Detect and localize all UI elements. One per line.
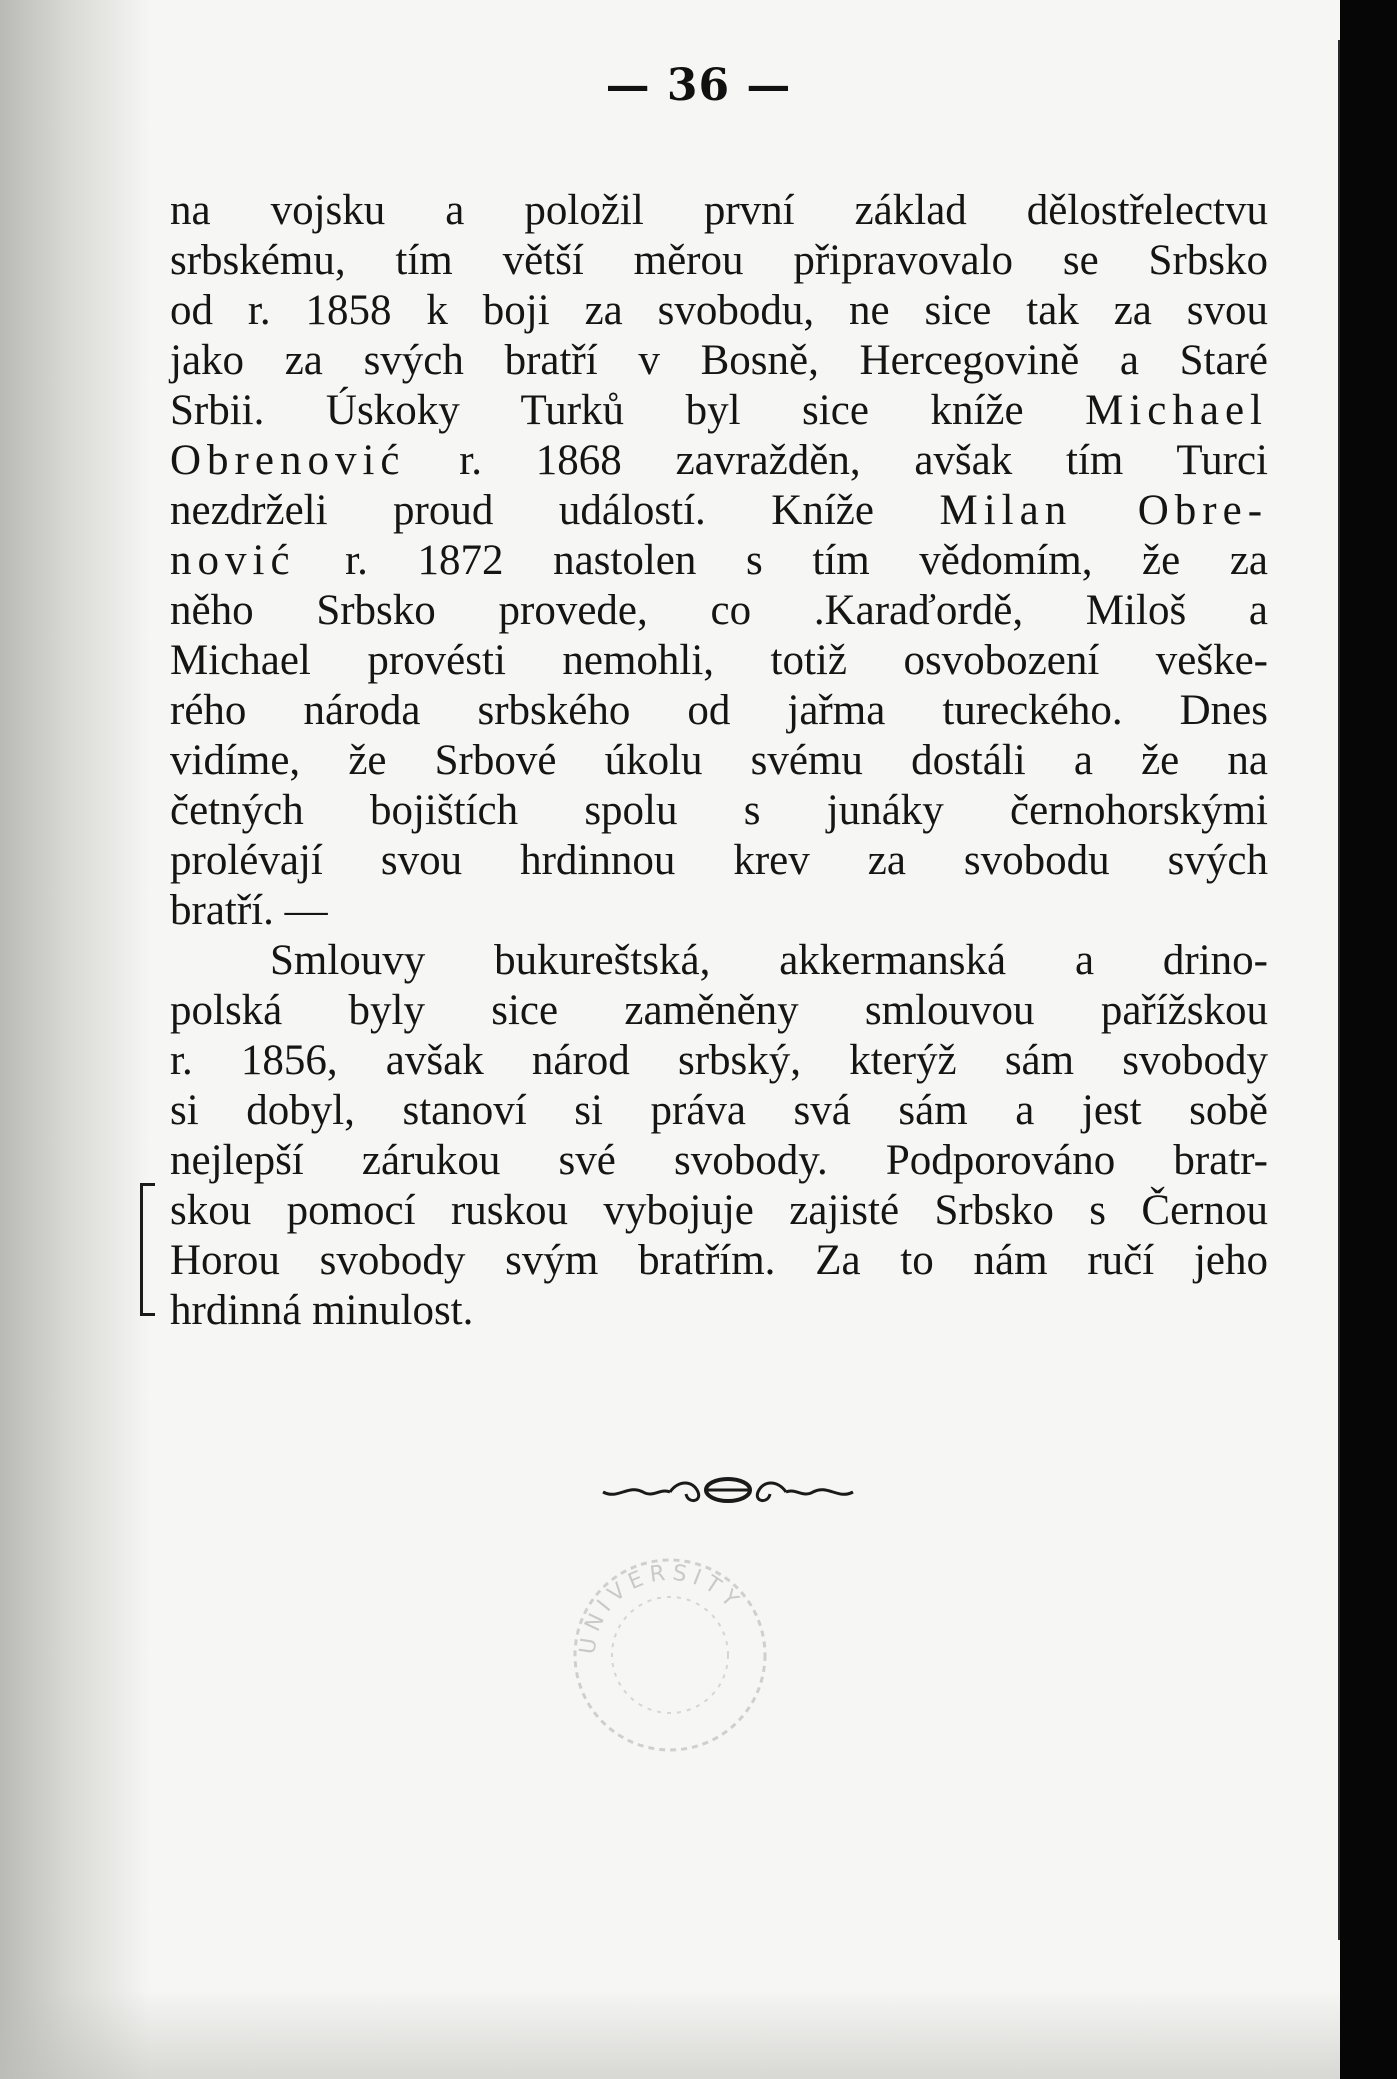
page-gutter-shadow [0, 0, 150, 2079]
text-line: na vojsku a položil první základ dělostřelectvu [170, 187, 1268, 234]
body-text [170, 186, 1268, 1336]
text-line [170, 436, 1268, 486]
scan-border [1340, 0, 1397, 2079]
text-line [170, 386, 1268, 436]
text-fragment: r. 1868 zavražděn, avšak tím Turci [459, 437, 1268, 484]
text-line: Michael provésti nemohli, totiž osvobození veške- [170, 637, 1268, 684]
text-line: od r. 1858 k boji za svobodu, ne sice tak za svou [170, 287, 1268, 334]
page-number: — 36 — [605, 60, 792, 111]
text-line: jako za svých bratří v Bosně, Hercegovině a Staré [170, 337, 1268, 384]
text-fragment: Srbii. Úskoky Turků byl sice kníže [170, 387, 1024, 434]
text-fragment: r. 1872 nastolen s tím vědomím, že za [345, 537, 1268, 584]
text-line: polská byly sice zaměněny smlouvou pařížskou [170, 987, 1268, 1034]
text-line: Horou svobody svým bratřím. Za to nám ručí jeho [170, 1237, 1268, 1284]
spaced-name-obrenovic: Obrenović [170, 437, 406, 484]
text-line: bratří. — [170, 887, 328, 934]
text-line: Smlouvy bukureštská, akkermanská a drino- [270, 937, 1268, 984]
text-fragment: nezdrželi proud událostí. Kníže [170, 487, 874, 534]
text-line: skou pomocí ruskou vybojuje zajisté Srbsko s Černou [170, 1187, 1268, 1234]
text-line: četných bojištích spolu s junáky černohorskými [170, 787, 1268, 834]
text-line: nejlepší zárukou své svobody. Podporováno bratr- [170, 1137, 1268, 1184]
ornament-divider [598, 1470, 858, 1510]
text-line [170, 536, 1268, 586]
text-line [170, 486, 1268, 536]
text-line: rého národa srbského od jařma tureckého. Dnes [170, 687, 1268, 734]
text-line: něho Srbsko provede, co .Karaďordě, Miloš a [170, 587, 1268, 634]
stamp-text: UNIVERSITY [575, 1560, 747, 1656]
spaced-name-milan: Milan [939, 487, 1073, 534]
text-line: srbskému, tím větší měrou připravovalo se Srbsko [170, 237, 1268, 284]
text-line: si dobyl, stanoví si práva svá sám a jest sobě [170, 1087, 1268, 1134]
spaced-name-michael: Michael [1085, 387, 1268, 434]
text-line: prolévají svou hrdinnou krev za svobodu svých [170, 837, 1268, 884]
page-bottom-shadow [0, 1989, 1350, 2079]
text-line: hrdinná minulost. [170, 1287, 474, 1334]
text-line: vidíme, že Srbové úkolu svému dostáli a že na [170, 737, 1268, 784]
library-stamp [560, 1545, 780, 1765]
spaced-name-obre: Obre- [1137, 487, 1269, 534]
margin-bracket [140, 1183, 155, 1316]
text-line: r. 1856, avšak národ srbský, kterýž sám svobody [170, 1037, 1268, 1084]
spaced-name-novic: nović [170, 537, 296, 584]
